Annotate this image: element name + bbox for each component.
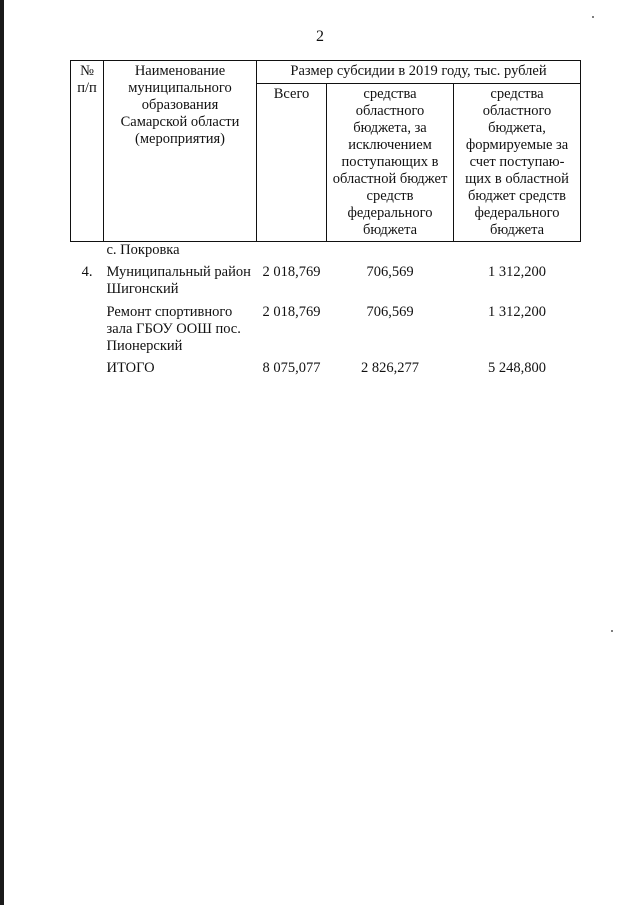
table-row-total bbox=[71, 360, 581, 377]
table-body bbox=[71, 242, 581, 378]
header-regional-budget: средства областного бюджета, за исключением поступающих в областной бюджет средств федерального бюджета bbox=[327, 84, 454, 242]
row-name: с. Покровка bbox=[106, 242, 180, 258]
row-regional: 2 826,277 bbox=[361, 360, 419, 376]
table-row bbox=[71, 264, 581, 304]
header-name: Наименование муниципального образования Самарской области (мероприятия) bbox=[104, 61, 257, 242]
row-total: 2 018,769 bbox=[262, 264, 321, 280]
row-name: Муниципальный район Шигонский bbox=[106, 264, 251, 297]
row-total: 2 018,769 bbox=[262, 304, 321, 320]
row-federal: 1 312,200 bbox=[488, 264, 547, 280]
row-regional: 706,569 bbox=[366, 264, 414, 280]
row-federal: 1 312,200 bbox=[488, 304, 547, 320]
row-name: ИТОГО bbox=[106, 360, 155, 376]
row-name: Ремонт спортивного зала ГБОУ ООШ пос. Пионерский bbox=[106, 304, 241, 354]
scan-speck bbox=[592, 16, 594, 18]
subsidy-table bbox=[70, 60, 581, 377]
scan-left-edge bbox=[0, 0, 4, 905]
row-total bbox=[257, 242, 327, 265]
row-number: 4. bbox=[81, 264, 93, 280]
header-subsidy-size: Размер субсидии в 2019 году, тыс. рублей bbox=[257, 61, 581, 84]
table-header bbox=[71, 61, 581, 242]
scan-speck bbox=[611, 630, 613, 632]
row-total: 8 075,077 bbox=[262, 360, 321, 376]
row-federal bbox=[454, 242, 581, 265]
header-total: Всего bbox=[257, 84, 327, 242]
row-number bbox=[71, 304, 104, 360]
header-federal-funded: средства областного бюджета, формируемые за счет поступаю-щих в областной бюджет средств федерального бюджета bbox=[454, 84, 581, 242]
page-number: 2 bbox=[316, 28, 324, 45]
row-regional: 706,569 bbox=[366, 304, 414, 320]
row-regional bbox=[327, 242, 454, 265]
table-row bbox=[71, 304, 581, 360]
table-row bbox=[71, 242, 581, 265]
row-number bbox=[71, 360, 104, 377]
row-federal: 5 248,800 bbox=[488, 360, 547, 376]
header-number: № п/п bbox=[71, 61, 104, 242]
row-number bbox=[71, 242, 104, 265]
